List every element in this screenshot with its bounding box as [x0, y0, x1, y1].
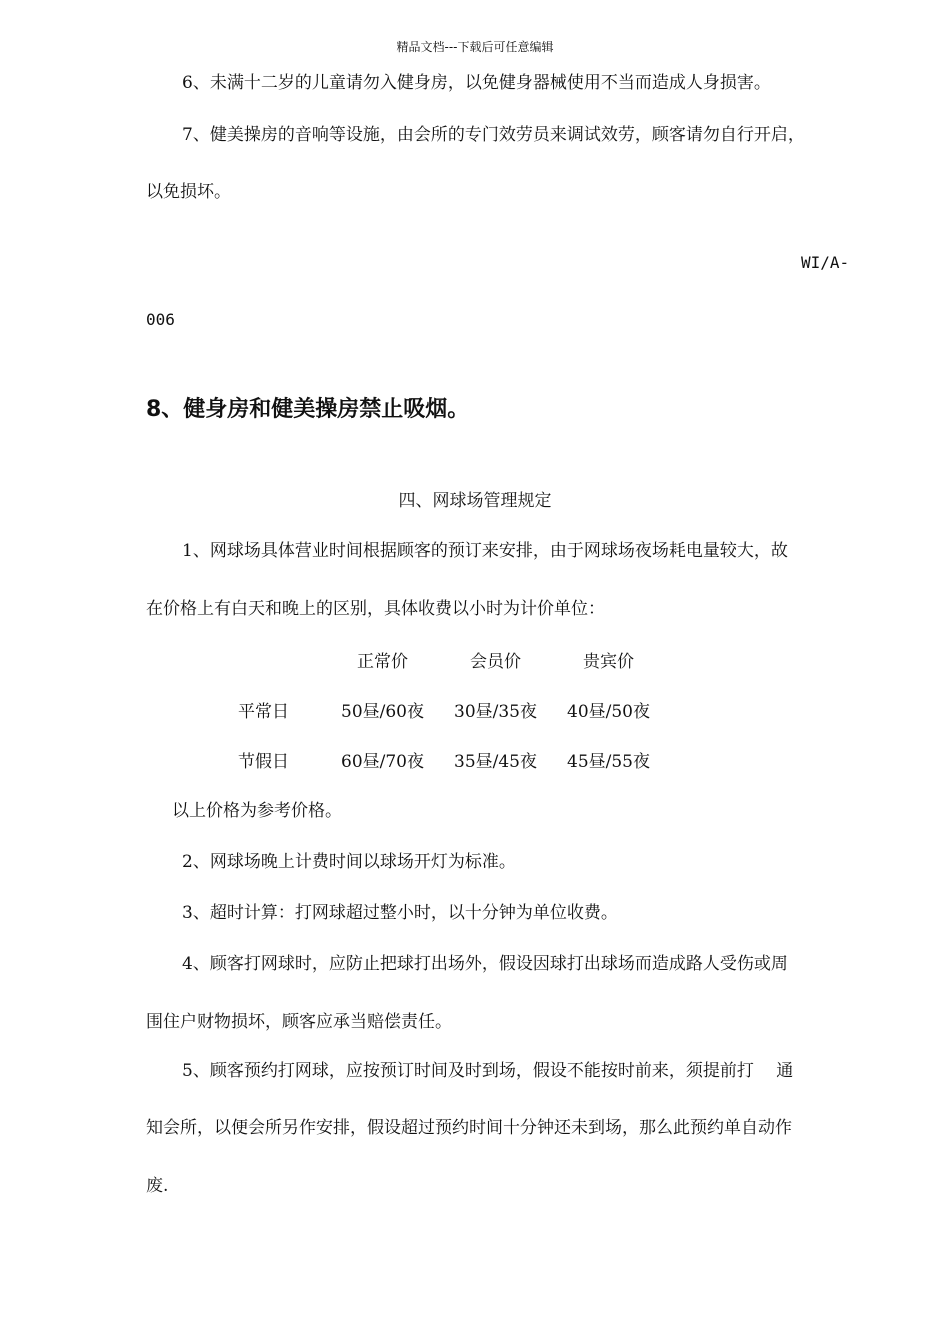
price-header-member: 会员价	[470, 651, 521, 672]
tennis-item-4-line1: 4、顾客打网球时，应防止把球打出场外，假设因球打出球场而造成路人受伤或周	[182, 954, 788, 974]
price-cell: 45昼/55夜	[567, 751, 650, 772]
rule-item-6: 6、未满十二岁的儿童请勿入健身房，以免健身器械使用不当而造成人身损害。	[182, 73, 771, 93]
price-row-label: 平常日	[238, 701, 289, 722]
tennis-item-4-line2: 围住户财物损坏，顾客应承当赔偿责任。	[146, 1012, 452, 1032]
tennis-item-2: 2、网球场晚上计费时间以球场开灯为标准。	[182, 852, 516, 872]
tennis-item-3: 3、超时计算：打网球超过整小时，以十分钟为单位收费。	[182, 903, 618, 923]
rule-item-7-line2: 以免损坏。	[146, 182, 231, 202]
price-row-label: 节假日	[238, 751, 289, 772]
price-table	[238, 634, 665, 784]
price-note: 以上价格为参考价格。	[172, 801, 342, 821]
price-header-normal: 正常价	[357, 651, 408, 672]
tennis-item-5-line2: 知会所，以便会所另作安排，假设超过预约时间十分钟还未到场，那么此预约单自动作	[146, 1118, 792, 1138]
price-table-corner	[238, 634, 326, 684]
page-header: 精品文档---下载后可任意编辑	[396, 40, 554, 54]
doc-code-part2: 006	[146, 310, 175, 329]
price-cell: 50昼/60夜	[341, 701, 424, 722]
price-cell: 35昼/45夜	[454, 751, 537, 772]
section-title: 四、网球场管理规定	[398, 491, 552, 511]
tennis-item-1-line2: 在价格上有白天和晚上的区别，具体收费以小时为计价单位：	[146, 599, 605, 619]
price-cell: 60昼/70夜	[341, 751, 424, 772]
rule-item-7-line1: 7、健美操房的音响等设施，由会所的专门效劳员来调试效劳，顾客请勿自行开启，	[182, 125, 805, 145]
price-table-row	[238, 734, 665, 784]
tennis-item-5-line1: 5、顾客预约打网球，应按预订时间及时到场，假设不能按时前来，须提前打 通	[182, 1061, 794, 1081]
doc-code-part1: WI/A-	[801, 253, 850, 272]
price-header-vip: 贵宾价	[583, 651, 634, 672]
price-cell: 30昼/35夜	[454, 701, 537, 722]
price-table-row	[238, 684, 665, 734]
price-table-header-row	[238, 634, 665, 684]
rule-item-8-heading: 8、健身房和健美操房禁止吸烟。	[146, 397, 470, 422]
tennis-item-5-line3: 废.	[146, 1176, 169, 1196]
price-cell: 40昼/50夜	[567, 701, 650, 722]
tennis-item-1-line1: 1、网球场具体营业时间根据顾客的预订来安排，由于网球场夜场耗电量较大，故	[182, 541, 788, 561]
